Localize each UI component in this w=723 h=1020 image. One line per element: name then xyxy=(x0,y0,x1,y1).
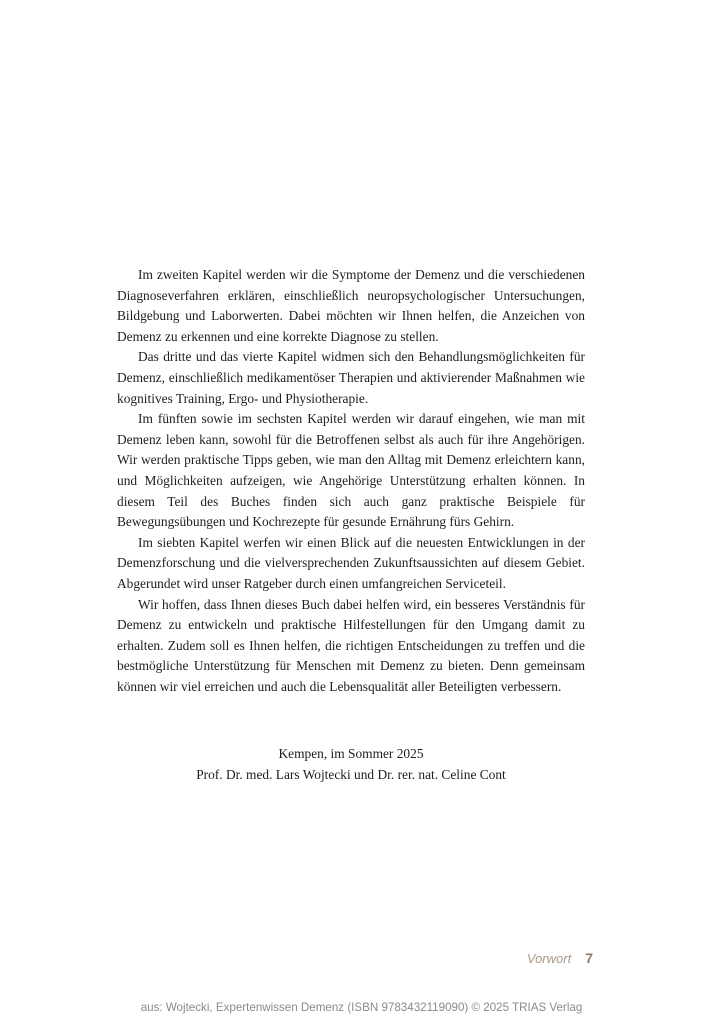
paragraph-chapters-three-four: Das dritte und das vierte Kapitel widmen sich den Behandlungsmöglichkeiten für Demenz, einschließlich medikamentöser Therapien und aktivierender Maßnahmen wie kognitives Training, Ergo- und Physiotherapie. xyxy=(117,349,585,406)
place-date: Kempen, im Sommer 2025 xyxy=(278,746,424,761)
main-text-block xyxy=(117,265,585,697)
authors: Prof. Dr. med. Lars Wojtecki und Dr. rer. nat. Celine Cont xyxy=(196,766,506,782)
page-number: 7 xyxy=(585,950,593,966)
page-footer xyxy=(527,948,593,969)
signature-block xyxy=(117,744,585,785)
paragraph-chapter-two: Im zweiten Kapitel werden wir die Symptome der Demenz und die verschiedenen Diagnoseverfahren erklären, einschließlich neuropsychologischer Untersuchungen, Bildgebung und Laborwerten. Dabei möchten wir Ihnen helfen, die Anzeichen von Demenz zu erkennen und eine korrekte Diagnose zu stellen. xyxy=(117,267,585,344)
paragraph-chapter-seven: Im siebten Kapitel werfen wir einen Blick auf die neuesten Entwicklungen in der Demenzforschung und die vielversprechenden Zukunftsaussichten auf diesem Gebiet. Abgerundet wird unser Ratgeber durch einen umfangreichen Serviceteil. xyxy=(117,534,585,591)
paragraph-chapters-five-six: Im fünften sowie im sechsten Kapitel werden wir darauf eingehen, wie man mit Demenz leben kann, sowohl für die Betroffenen selbst als auch für ihre Angehörigen. Wir werden praktische Tipps geben, wie man den Alltag mit Demenz erleichtern kann, und Möglichkeiten aufzeigen, wie Angehörige Unterstützung erhalten können. In diesem Teil des Buches finden sich auch ganz praktische Beispiele für Bewegungsübungen und Kochrezepte für gesunde Ernährung fürs Gehirn. xyxy=(117,411,585,530)
section-label: Vorwort xyxy=(526,951,572,966)
paragraph-closing: Wir hoffen, dass Ihnen dieses Buch dabei helfen wird, ein besseres Verständnis für Demenz zu entwickeln und praktische Hilfestellungen für den Umgang damit zu erhalten. Zudem soll es Ihnen helfen, die richtigen Entscheidungen zu treffen und die bestmögliche Unterstützung für Menschen mit Demenz zu bieten. Denn gemeinsam können wir viel erreichen und auch die Lebensqualität aller Beteiligten verbessern. xyxy=(117,596,585,694)
source-attribution: aus: Wojtecki, Expertenwissen Demenz (ISBN 9783432119090) © 2025 TRIAS Verlag xyxy=(140,1001,583,1014)
